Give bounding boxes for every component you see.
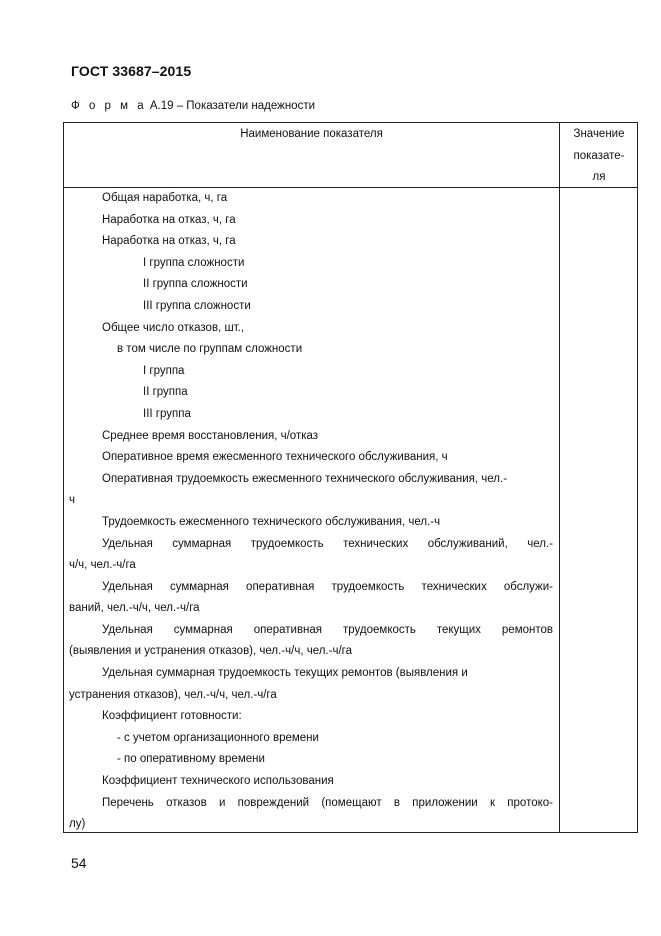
table-row: Общее число отказов, шт., (102, 321, 245, 334)
header-value-line: Значение (573, 128, 625, 140)
page-number: 54 (71, 855, 87, 871)
table-row: лу) (69, 818, 86, 831)
table-row: Удельная суммарная трудоемкость технических обслуживаний, чел.- (102, 537, 553, 550)
table-row: Удельная суммарная оперативная трудоемкость технических обслужи- (102, 580, 553, 593)
header-value-line: ля (592, 171, 606, 184)
table-row: Удельная суммарная трудоемкость текущих ремонтов (выявления и (102, 667, 468, 680)
table-row: Коэффициент технического использования (102, 775, 334, 788)
document-header: ГОСТ 33687–2015 (71, 63, 192, 79)
table-row: - с учетом организационного времени (117, 731, 319, 744)
table-row: Перечень отказов и повреждений (помещают в приложении к протоко- (102, 796, 553, 809)
table-row: (выявления и устранения отказов), чел.-ч/ч, чел.-ч/га (69, 645, 352, 658)
form-caption (71, 100, 315, 112)
table-row: Общая наработка, ч, га (102, 192, 228, 204)
table-row: II группа (143, 386, 188, 399)
column-divider (559, 123, 560, 832)
table-row: - по оперативному времени (117, 753, 265, 766)
table-row: Удельная суммарная оперативная трудоемкость текущих ремонтов (102, 623, 553, 636)
table-row: I группа (143, 364, 185, 377)
header-value-line: показате- (573, 149, 625, 162)
table-row: Трудоемкость ежесменного технического обслуживания, чел.-ч (102, 515, 441, 528)
table-row: III группа (143, 407, 191, 420)
table-row: в том числе по группам сложности (117, 343, 303, 356)
table-row: устранения отказов), чел.-ч/ч, чел.-ч/га (69, 688, 277, 701)
table-row: Оперативная трудоемкость ежесменного технического обслуживания, чел.- (102, 472, 508, 485)
table-row: I группа сложности (143, 256, 245, 269)
table-row: ч/ч, чел.-ч/га (69, 559, 136, 572)
table-row: Оперативное время ежесменного технического обслуживания, ч (102, 451, 448, 464)
table-row: Коэффициент готовности: (102, 710, 242, 723)
table-row: ч (69, 494, 75, 507)
form-caption-title: – Показатели надежности (176, 100, 316, 112)
table-row: Наработка на отказ, ч, га (102, 235, 236, 248)
table-row: Среднее время восстановления, ч/отказ (102, 429, 319, 442)
form-caption-number: А.19 (149, 100, 174, 112)
form-caption-prefix: Ф о р м а (71, 100, 147, 112)
table-row: II группа сложности (143, 278, 248, 291)
table-row: Наработка на отказ, ч, га (102, 213, 236, 226)
table-row: III группа сложности (143, 299, 251, 312)
header-value (560, 124, 638, 189)
table-row: ваний, чел.-ч/ч, чел.-ч/га (69, 602, 200, 615)
header-indicator-name: Наименование показателя (240, 128, 383, 140)
reliability-table (63, 122, 638, 833)
table-rows (64, 188, 559, 836)
